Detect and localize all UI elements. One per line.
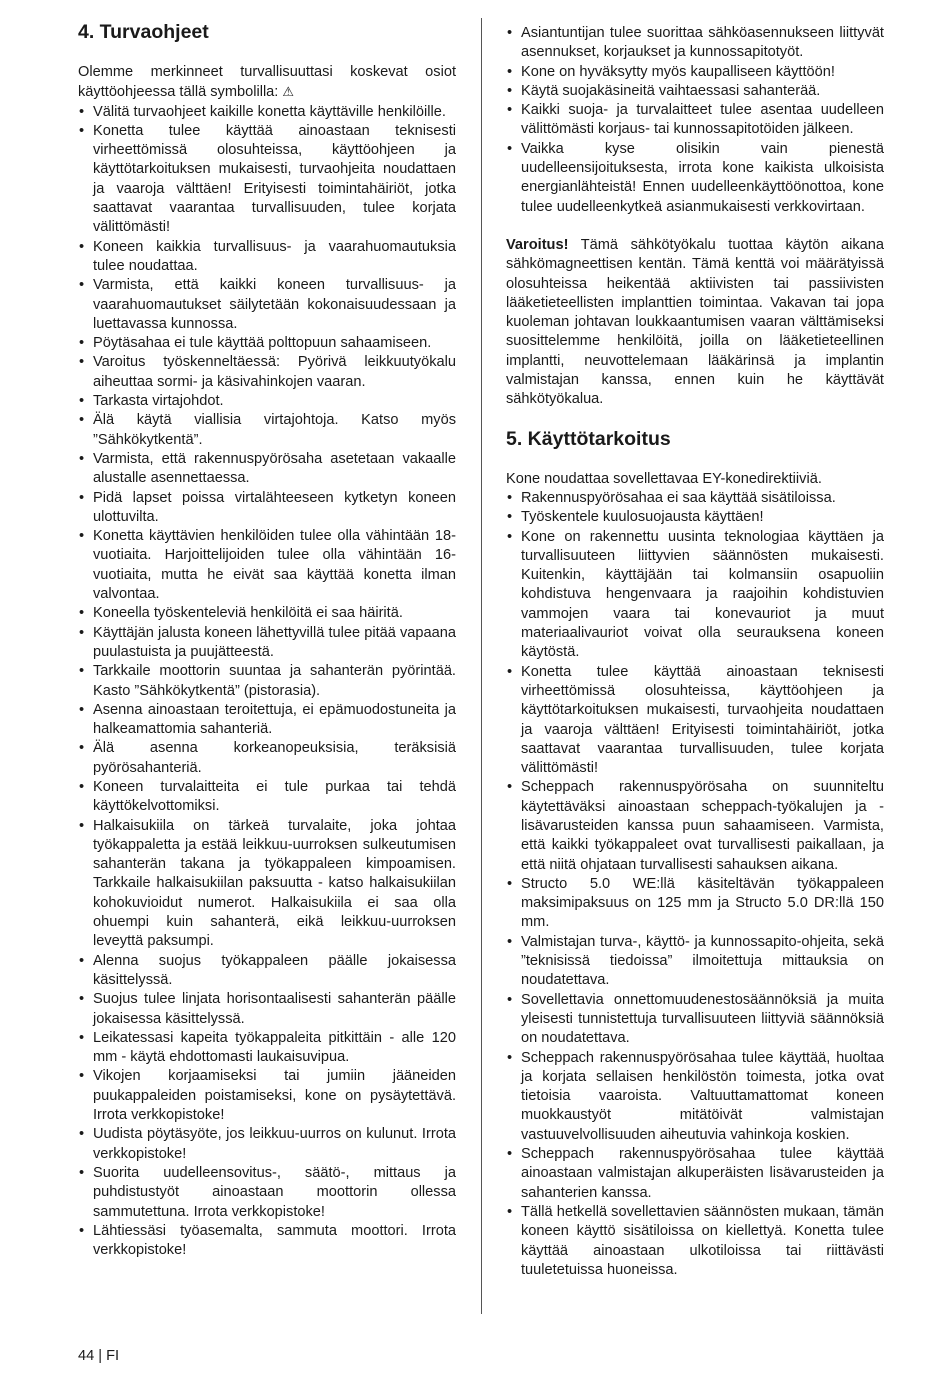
warning-text: Tämä sähkötyökalu tuottaa käytön aikana sähkömagneettisen kentän. Tämä kenttä voi määrätyissä olosuhteissa heikentää aktiivisten tai passiivisten lääketieteellisten implanttien toimintaa. Vakavan tai jopa kuoleman johtavan loukkaantumisen vaaran välttämiseksi suosittelemme henkilöitä, joilla on lääketieteellinen implantti, neuvottelemaan lääkärinsä ja implantin valmistajan kanssa, ennen kuin he käyttävät sähkötyökalua. [506,236,884,408]
list-item: • Koneen kaikkia turvallisuus- ja vaarahuomautuksia tulee noudattaa. [78,238,456,277]
list-item: • Kone on hyväksytty myös kaupalliseen käyttöön! [506,63,884,82]
list-item: • Scheppach rakennuspyörösahaa tulee käyttää, huoltaa ja korjata sellaisen henkilöstön toimesta, jotka ovat tietoisia vaaroista. Valtuuttamattomat koneen muokkaustyöt mitätöivät valmistajan vastuuvelvollisuuden aiheutuvia vahinkoja koskien. [506,1049,884,1145]
list-item: • Pidä lapset poissa virtalähteeseen kytketyn koneen ulottuvilta. [78,489,456,528]
list-item: • Varmista, että kaikki koneen turvallisuus- ja vaarahuomautukset säilytetään kokonaisuudessaan ja luettavassa kunnossa. [78,276,456,334]
list-item: • Vikojen korjaamiseksi tai jumiin jääneiden puukappaleiden poistamiseksi, kone on pysäytettävä. Irrota verkkopistoke! [78,1067,456,1125]
list-item: • Rakennuspyörösahaa ei saa käyttää sisätiloissa. [506,489,884,508]
list-item: • Uudista pöytäsyöte, jos leikkuu-uurros on kulunut. Irrota verkkopistoke! [78,1125,456,1164]
list-item: • Koneella työskenteleviä henkilöitä ei saa häiritä. [78,604,456,623]
list-item: • Varoitus työskenneltäessä: Pyörivä leikkuutyökalu aiheuttaa sormi- ja käsivahinkojen vaaran. [78,353,456,392]
list-item: • Kone on rakennettu uusinta teknologiaa käyttäen ja turvallisuuteen liittyvien säännösten mukaisesti. Kuitenkin, käyttäjään tai kolmansiin osapuoliin kohdistuva hengenvaara ja raajoihin kohdistuvien vammojen vaara tai konevauriot ja muut materiaalivauriot voivat olla seurauksena koneen käytöstä. [506,528,884,663]
list-item: • Asenna ainoastaan teroitettuja, ei epämuodostuneita ja halkeamattomia sahanteriä. [78,701,456,740]
left-column [78,18,456,1260]
list-item: • Varmista, että rakennuspyörösaha asetetaan vakaalle alustalle asennettaessa. [78,450,456,489]
list-item: • Tarkkaile moottorin suuntaa ja sahanterän pyörintää. Kasto ”Sähkökytkentä” (pistorasia). [78,662,456,701]
list-item: • Lähtiessäsi työasemalta, sammuta moottori. Irrota verkkopistoke! [78,1222,456,1261]
list-item: • Koneen turvalaitteita ei tule purkaa tai tehdä käyttökelvottomiksi. [78,778,456,817]
list-item: • Pöytäsahaa ei tule käyttää polttopuun sahaamiseen. [78,334,456,353]
list-item: • Välitä turvaohjeet kaikille konetta käyttäville henkilöille. [78,103,456,122]
list-item: • Alenna suojus työkappaleen päälle jokaisessa käsittelyssä. [78,952,456,991]
list-item: • Tällä hetkellä sovellettavien säännösten mukaan, tämän koneen käyttö sisätiloissa on kiellettyä. Konetta tulee käyttää ainoastaan ulkotiloissa tai riittävästi tuuletetuissa huoneissa. [506,1203,884,1280]
list-item: • Älä käytä viallisia virtajohtoja. Katso myös ”Sähkökytkentä”. [78,411,456,450]
list-item: • Käytä suojakäsineitä vaihtaessasi sahanterää. [506,82,884,101]
list-item: • Sovellettavia onnettomuudenestosäännöksiä ja muita yleisesti tunnistettuja turvallisuuteen liittyviä säännöksiä on noudatettava. [506,991,884,1049]
list-item: • Scheppach rakennuspyörösaha on suunniteltu käytettäväksi ainoastaan scheppach-työkalujen ja -lisävarusteiden kanssa puun sahaamiseen. Varmista, että kaikki työkappaleet ovat turvallisesti paikallaan, ja että niitä ohjataan turvallisesti sahauksen aikana. [506,778,884,874]
warning-label: Varoitus! [506,236,569,253]
list-item: • Käyttäjän jalusta koneen lähettyvillä tulee pitää vapaana puulastuista ja puujätteestä. [78,624,456,663]
list-item: • Scheppach rakennuspyörösahaa tulee käyttää ainoastaan valmistajan alkuperäisten lisävarusteiden ja sahanterien kanssa. [506,1145,884,1203]
warning-paragraph [506,236,884,410]
section-4-intro-text: Olemme merkinneet turvallisuuttasi koskevat osiot käyttöohjeessa tällä symbolilla: [78,64,456,101]
list-item: • Leikatessasi kapeita työkappaleita pitkittäin - alle 120 mm - käytä ehdottomasti laukaisuvipua. [78,1029,456,1068]
section-5-heading: 5. Käyttötarkoitus [506,427,671,450]
warning-triangle-icon: ⚠ [282,84,295,100]
list-item: • Konetta käyttävien henkilöiden tulee olla vähintään 18-vuotiaita. Harjoittelijoiden tulee olla vähintään 16-vuotiaita, mutta he eivät saa käyttää konetta ilman valvontaa. [78,527,456,604]
list-item: • Suorita uudelleensovitus-, säätö-, mittaus ja puhdistustyöt ainoastaan moottorin ollessa sammutettuna. Irrota verkkopistoke! [78,1164,456,1222]
list-item: • Konetta tulee käyttää ainoastaan teknisesti virheettömissä olosuhteissa, käyttöohjeen ja käyttötarkoituksen mukaisesti, turvaohjeita noudattaen ja vaaroja välttäen! Erityisesti toimintahäiriöt, jotka saattavat vaarantaa turvallisuuden, tulee korjata välittömästi! [506,663,884,779]
list-item: • Asiantuntijan tulee suorittaa sähköasennukseen liittyvät asennukset, korjaukset ja kunnossapitotyöt. [506,24,884,63]
list-item: • Työskentele kuulosuojausta käyttäen! [506,508,884,527]
list-item: • Valmistajan turva-, käyttö- ja kunnossapito-ohjeita, sekä ”teknisissä tiedoissa” ilmoitettuja mittauksia on noudatettava. [506,933,884,991]
section-4-heading: 4. Turvaohjeet [78,21,209,43]
page-number: 44 | FI [78,1348,120,1364]
list-item: • Älä asenna korkeanopeuksisia, teräksisiä pyörösahanteriä. [78,739,456,778]
list-item: • Tarkasta virtajohdot. [78,392,456,411]
intended-use-list [506,489,884,1280]
list-item: • Suojus tulee linjata horisontaalisesti sahanterän päälle jokaisessa käsittelyssä. [78,990,456,1029]
list-item: • Kaikki suoja- ja turvalaitteet tulee asentaa uudelleen välittömästi korjaus- tai kunnossapitotöiden jälkeen. [506,101,884,140]
list-item: • Halkaisukiila on tärkeä turvalaite, joka johtaa työkappaletta ja estää leikkuu-uurroksen sulkeutumisen sahanterän takana ja työkappaleen kimpoamisen. Tarkkaile halkaisukiilan paksuutta - katso halkaisukiilan kohokuvioidut numerot. Halkaisukiila ei saa olla ohuempi kuin sahanterä, eikä leikkuu-uurroksen leveyttä paksumpi. [78,817,456,952]
list-item: • Vaikka kyse olisikin vain pienestä uudelleensijoituksesta, irrota kone kaikista ulkoisista energianlähteistä! Ennen uudelleenkäyttöönottoa, kone tulee uudelleenkytkeä asianmukaisesti verkkovirtaan. [506,140,884,217]
right-column [506,24,884,1280]
column-divider [481,18,482,1314]
section-4-intro [78,63,456,103]
section-5-intro: Kone noudattaa sovellettavaa EY-konedirektiiviä. [506,470,822,487]
safety-list-continued [506,24,884,217]
list-item: • Konetta tulee käyttää ainoastaan teknisesti virheettömissä olosuhteissa, käyttöohjeen ja käyttötarkoituksen mukaisesti, turvaohjeita noudattaen ja vaaroja välttäen! Erityisesti toimintahäiriöt, jotka saattavat vaarantaa turvallisuuden, tulee korjata välittömästi! [78,122,456,238]
safety-list [78,103,456,1261]
list-item: • Structo 5.0 WE:llä käsiteltävän työkappaleen maksimipaksuus on 125 mm ja Structo 5.0 DR:llä 150 mm. [506,875,884,933]
